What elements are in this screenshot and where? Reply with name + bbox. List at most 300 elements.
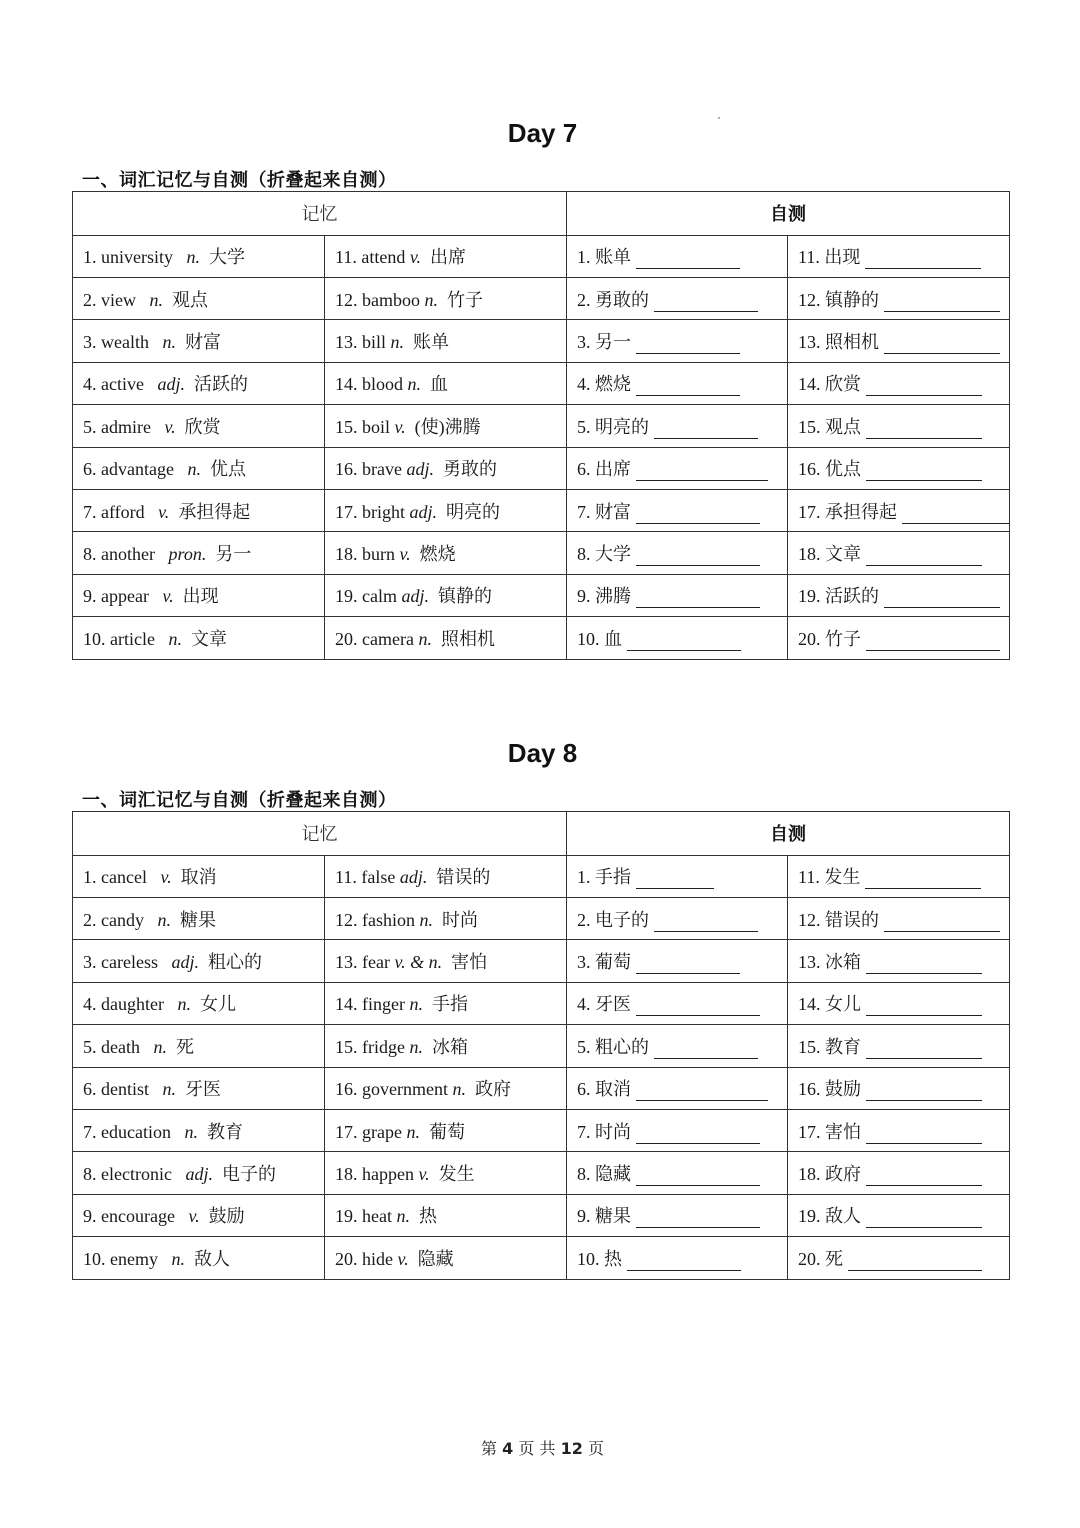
chinese-meaning: 葡萄 <box>595 952 631 973</box>
part-of-speech: v. <box>418 1164 430 1185</box>
chinese-meaning: 教育 <box>206 1121 243 1142</box>
chinese-meaning: 欣赏 <box>825 374 861 395</box>
english-word: candy <box>101 909 144 930</box>
item-number: 17. <box>798 501 821 522</box>
chinese-meaning: 优点 <box>209 459 246 480</box>
item-number: 8. <box>83 544 97 565</box>
chinese-meaning: 文章 <box>190 628 227 649</box>
chinese-meaning: 账单 <box>595 247 631 268</box>
table-row <box>73 897 1010 939</box>
memory-cell <box>73 1109 325 1151</box>
answer-blank[interactable] <box>636 333 740 354</box>
english-word: enemy <box>110 1248 158 1269</box>
part-of-speech: v. & n. <box>394 952 443 973</box>
table-row <box>73 1237 1010 1279</box>
table-row <box>73 362 1010 404</box>
chinese-meaning: 政府 <box>825 1164 861 1185</box>
chinese-meaning: 教育 <box>825 1036 861 1057</box>
answer-blank[interactable] <box>636 868 714 889</box>
english-word: hide <box>362 1248 393 1269</box>
footer-suffix: 页 <box>587 1439 604 1458</box>
chinese-meaning: 燃烧 <box>419 544 456 565</box>
item-number: 2. <box>83 289 97 310</box>
chinese-meaning: 另一 <box>215 544 252 565</box>
memory-cell <box>325 574 567 616</box>
part-of-speech: n. <box>396 1206 410 1227</box>
chinese-meaning: 承担得起 <box>825 501 897 522</box>
self-test-cell <box>567 447 788 489</box>
chinese-meaning: 大学 <box>595 544 631 565</box>
chinese-meaning: 冰箱 <box>825 952 861 973</box>
part-of-speech: n. <box>424 289 438 310</box>
memory-cell <box>325 489 567 531</box>
part-of-speech: adj. <box>401 586 429 607</box>
answer-blank[interactable] <box>636 375 740 396</box>
part-of-speech: adj. <box>406 459 434 480</box>
english-word: appear <box>101 586 149 607</box>
self-test-cell <box>567 855 788 897</box>
english-word: admire <box>101 416 151 437</box>
memory-cell <box>73 940 325 982</box>
english-word: bamboo <box>362 289 420 310</box>
item-number: 19. <box>335 1206 358 1227</box>
memory-cell <box>73 1237 325 1279</box>
memory-cell <box>73 447 325 489</box>
answer-blank[interactable] <box>654 1038 758 1059</box>
self-test-cell <box>788 320 1010 362</box>
item-number: 5. <box>577 1036 591 1057</box>
part-of-speech: adj. <box>399 867 428 888</box>
chinese-meaning: 发生 <box>824 867 861 888</box>
vocab-table-day-8 <box>72 811 1010 1280</box>
self-test-cell <box>788 447 1010 489</box>
part-of-speech: v. <box>188 1206 200 1227</box>
chinese-meaning: 血 <box>604 628 622 649</box>
table-row <box>73 1025 1010 1067</box>
item-number: 1. <box>83 247 97 268</box>
day-title: Day 7 <box>507 118 578 148</box>
memory-header: 记忆 <box>73 192 567 236</box>
table-row <box>73 1109 1010 1151</box>
item-number: 10. <box>83 628 106 649</box>
english-word: university <box>101 247 173 268</box>
memory-cell <box>325 897 567 939</box>
self-test-cell <box>788 532 1010 574</box>
self-test-cell <box>788 405 1010 447</box>
chinese-meaning: 出席 <box>595 459 631 480</box>
part-of-speech: n. <box>171 1248 185 1269</box>
answer-blank[interactable] <box>884 911 1000 932</box>
english-word: fashion <box>362 909 415 930</box>
table-row <box>73 1067 1010 1109</box>
part-of-speech: n. <box>162 332 176 353</box>
self-test-cell <box>788 489 1010 531</box>
english-word: daughter <box>101 994 164 1015</box>
self-test-cell <box>788 855 1010 897</box>
memory-cell <box>325 362 567 404</box>
chinese-meaning: 承担得起 <box>178 501 251 522</box>
part-of-speech: v. <box>162 586 174 607</box>
part-of-speech: n. <box>157 909 171 930</box>
english-word: encourage <box>101 1206 175 1227</box>
chinese-meaning: 时尚 <box>595 1121 631 1142</box>
memory-cell <box>325 532 567 574</box>
chinese-meaning: 大学 <box>209 247 245 268</box>
chinese-meaning: 敌人 <box>193 1248 230 1269</box>
self-test-cell <box>788 617 1010 659</box>
item-number: 12. <box>798 289 821 310</box>
item-number: 13. <box>798 332 821 353</box>
chinese-meaning: 明亮的 <box>446 501 501 522</box>
section-heading: 一、词汇记忆与自测（折叠起来自测） <box>82 790 397 811</box>
table-row <box>73 1152 1010 1194</box>
english-word: happen <box>362 1164 414 1185</box>
part-of-speech: v. <box>158 501 170 522</box>
chinese-meaning: 财富 <box>184 332 221 353</box>
answer-blank[interactable] <box>866 1165 982 1186</box>
footer-middle: 页 共 <box>518 1439 556 1458</box>
memory-cell <box>325 235 567 277</box>
item-number: 1. <box>577 247 591 268</box>
chinese-meaning: 鼓励 <box>825 1079 861 1100</box>
english-word: fear <box>362 952 390 973</box>
vocab-table-day-7 <box>72 191 1010 660</box>
chinese-meaning: 粗心的 <box>595 1036 649 1057</box>
self-test-cell <box>567 532 788 574</box>
self-test-cell <box>788 235 1010 277</box>
self-test-cell <box>567 320 788 362</box>
item-number: 1. <box>83 867 97 888</box>
self-test-cell <box>788 277 1010 319</box>
memory-cell <box>325 1067 567 1109</box>
chinese-meaning: 另一 <box>595 332 631 353</box>
memory-header: 记忆 <box>73 812 567 856</box>
part-of-speech: pron. <box>168 544 207 565</box>
chinese-meaning: 勇敢的 <box>443 459 497 480</box>
self-test-cell <box>567 897 788 939</box>
chinese-meaning: 热 <box>418 1206 437 1227</box>
answer-blank[interactable] <box>902 503 1010 524</box>
memory-cell <box>325 1237 567 1279</box>
item-number: 16. <box>335 1079 358 1100</box>
item-number: 13. <box>335 332 358 353</box>
chinese-meaning: 冰箱 <box>431 1036 468 1057</box>
answer-blank[interactable] <box>866 460 982 481</box>
answer-blank[interactable] <box>636 248 740 269</box>
answer-blank[interactable] <box>866 630 1000 651</box>
part-of-speech: adj. <box>171 952 199 973</box>
item-number: 7. <box>577 501 591 522</box>
answer-blank[interactable] <box>866 953 982 974</box>
part-of-speech: adj. <box>409 501 438 522</box>
part-of-speech: v. <box>164 416 176 437</box>
item-number: 16. <box>335 459 358 480</box>
self-test-cell <box>567 982 788 1024</box>
item-number: 14. <box>335 994 358 1015</box>
answer-blank[interactable] <box>884 587 1000 608</box>
table-row <box>73 532 1010 574</box>
chinese-meaning: 勇敢的 <box>595 289 649 310</box>
item-number: 14. <box>798 374 821 395</box>
answer-blank[interactable] <box>866 995 982 1016</box>
part-of-speech: n. <box>409 994 423 1015</box>
part-of-speech: n. <box>168 628 182 649</box>
table-row <box>73 447 1010 489</box>
chinese-meaning: 女儿 <box>825 994 861 1015</box>
item-number: 15. <box>798 416 821 437</box>
chinese-meaning: 文章 <box>825 544 861 565</box>
item-number: 8. <box>577 544 591 565</box>
answer-blank[interactable] <box>866 375 982 396</box>
item-number: 9. <box>577 1206 591 1227</box>
item-number: 1. <box>577 867 591 888</box>
footer-total-pages: 12 <box>560 1439 583 1458</box>
chinese-meaning: 欣赏 <box>184 416 221 437</box>
part-of-speech: v. <box>399 544 411 565</box>
answer-blank[interactable] <box>866 418 982 439</box>
chinese-meaning: 出席 <box>429 247 466 268</box>
table-row <box>73 1194 1010 1236</box>
chinese-meaning: 电子的 <box>595 909 649 930</box>
answer-blank[interactable] <box>866 545 982 566</box>
chinese-meaning: 观点 <box>825 416 861 437</box>
english-word: camera <box>362 628 414 649</box>
item-number: 12. <box>335 289 358 310</box>
item-number: 11. <box>798 867 820 888</box>
chinese-meaning: 鼓励 <box>208 1206 245 1227</box>
memory-cell <box>325 1152 567 1194</box>
chinese-meaning: 明亮的 <box>595 416 649 437</box>
chinese-meaning: 燃烧 <box>595 374 631 395</box>
memory-cell <box>325 1194 567 1236</box>
item-number: 20. <box>798 628 821 649</box>
page-footer <box>0 1436 1080 1459</box>
item-number: 9. <box>577 586 591 607</box>
chinese-meaning: 错误的 <box>436 867 491 888</box>
answer-blank[interactable] <box>865 248 981 269</box>
answer-blank[interactable] <box>866 1080 982 1101</box>
chinese-meaning: 沸腾 <box>595 586 631 607</box>
memory-cell <box>325 1109 567 1151</box>
self-test-cell <box>788 1067 1010 1109</box>
self-test-cell <box>567 1109 788 1151</box>
self-test-cell <box>567 1025 788 1067</box>
answer-blank[interactable] <box>636 1080 768 1101</box>
memory-cell <box>73 532 325 574</box>
item-number: 5. <box>83 1036 97 1057</box>
chinese-meaning: 手指 <box>595 867 631 888</box>
self-test-cell <box>567 277 788 319</box>
self-test-cell <box>788 897 1010 939</box>
self-test-cell <box>567 405 788 447</box>
memory-cell <box>73 277 325 319</box>
part-of-speech: n. <box>177 994 191 1015</box>
chinese-meaning: 隐藏 <box>595 1164 631 1185</box>
english-word: death <box>101 1036 140 1057</box>
memory-cell <box>325 277 567 319</box>
english-word: another <box>101 544 155 565</box>
self-test-cell <box>567 1152 788 1194</box>
english-word: dentist <box>101 1079 149 1100</box>
chinese-meaning: 时尚 <box>442 909 478 930</box>
self-test-cell <box>567 940 788 982</box>
item-number: 17. <box>335 501 358 522</box>
item-number: 20. <box>335 628 358 649</box>
chinese-meaning: 政府 <box>474 1079 511 1100</box>
memory-cell <box>73 1194 325 1236</box>
item-number: 10. <box>83 1248 106 1269</box>
part-of-speech: n. <box>149 289 163 310</box>
item-number: 4. <box>577 994 591 1015</box>
memory-cell <box>325 1025 567 1067</box>
chinese-meaning: 糖果 <box>595 1206 631 1227</box>
self-test-cell <box>567 362 788 404</box>
part-of-speech: adj. <box>185 1164 213 1185</box>
item-number: 2. <box>83 909 97 930</box>
item-number: 3. <box>83 332 97 353</box>
part-of-speech: v. <box>409 247 421 268</box>
table-row <box>73 320 1010 362</box>
item-number: 7. <box>577 1121 591 1142</box>
chinese-meaning: 竹子 <box>447 289 483 310</box>
answer-blank[interactable] <box>865 868 981 889</box>
chinese-meaning: 照相机 <box>440 628 495 649</box>
self-test-cell <box>567 1237 788 1279</box>
part-of-speech: n. <box>409 1036 423 1057</box>
chinese-meaning: 隐藏 <box>417 1248 454 1269</box>
item-number: 11. <box>798 247 820 268</box>
self-test-cell <box>788 982 1010 1024</box>
english-word: grape <box>362 1121 402 1142</box>
english-word: brave <box>362 459 402 480</box>
self-test-cell <box>788 1109 1010 1151</box>
item-number: 13. <box>798 952 821 973</box>
answer-blank[interactable] <box>636 503 760 524</box>
answer-blank[interactable] <box>654 291 758 312</box>
answer-blank[interactable] <box>654 418 758 439</box>
english-word: active <box>101 374 144 395</box>
day-title: Day 8 <box>507 738 578 768</box>
item-number: 5. <box>83 416 97 437</box>
answer-blank[interactable] <box>866 1123 982 1144</box>
section-heading: 一、词汇记忆与自测（折叠起来自测） <box>82 170 397 191</box>
english-word: cancel <box>101 867 147 888</box>
item-number: 14. <box>798 994 821 1015</box>
memory-cell <box>73 982 325 1024</box>
english-word: electronic <box>101 1164 172 1185</box>
memory-cell <box>73 489 325 531</box>
item-number: 2. <box>577 909 591 930</box>
english-word: careless <box>101 952 158 973</box>
answer-blank[interactable] <box>848 1250 982 1271</box>
answer-blank[interactable] <box>636 1123 760 1144</box>
chinese-meaning: 害怕 <box>825 1121 861 1142</box>
answer-blank[interactable] <box>866 1038 982 1059</box>
answer-blank[interactable] <box>884 333 1000 354</box>
chinese-meaning: 错误的 <box>825 909 879 930</box>
table-row <box>73 405 1010 447</box>
english-word: calm <box>362 586 397 607</box>
english-word: bright <box>362 501 405 522</box>
chinese-meaning: 糖果 <box>179 909 216 930</box>
item-number: 20. <box>335 1248 358 1269</box>
item-number: 12. <box>798 909 821 930</box>
chinese-meaning: 女儿 <box>199 994 236 1015</box>
chinese-meaning: 手指 <box>431 994 468 1015</box>
item-number: 15. <box>335 1036 358 1057</box>
answer-blank[interactable] <box>636 587 760 608</box>
answer-blank[interactable] <box>636 1207 760 1228</box>
chinese-meaning: 出现 <box>182 586 219 607</box>
part-of-speech: n. <box>186 247 200 268</box>
memory-cell <box>73 897 325 939</box>
item-number: 19. <box>798 1206 821 1227</box>
self-test-cell <box>788 1025 1010 1067</box>
memory-cell <box>325 617 567 659</box>
english-word: advantage <box>101 459 174 480</box>
chinese-meaning: 优点 <box>825 459 861 480</box>
answer-blank[interactable] <box>866 1207 982 1228</box>
self-test-cell <box>788 574 1010 616</box>
item-number: 12. <box>335 909 358 930</box>
answer-blank[interactable] <box>636 953 740 974</box>
footer-prefix: 第 <box>481 1439 498 1458</box>
english-word: afford <box>101 501 145 522</box>
part-of-speech: n. <box>418 628 432 649</box>
chinese-meaning: 活跃的 <box>825 586 879 607</box>
answer-blank[interactable] <box>654 911 758 932</box>
english-word: boil <box>362 416 391 437</box>
item-number: 16. <box>798 1079 821 1100</box>
chinese-meaning: 敌人 <box>825 1206 861 1227</box>
english-word: blood <box>362 374 404 395</box>
self-test-cell <box>567 489 788 531</box>
answer-blank[interactable] <box>884 291 1000 312</box>
answer-blank[interactable] <box>627 630 741 651</box>
part-of-speech: adj. <box>157 374 185 395</box>
item-number: 9. <box>83 1206 97 1227</box>
item-number: 10. <box>577 1248 600 1269</box>
chinese-meaning: 害怕 <box>451 952 488 973</box>
memory-cell <box>73 1067 325 1109</box>
answer-blank[interactable] <box>636 995 760 1016</box>
part-of-speech: n. <box>407 374 422 395</box>
self-test-cell <box>567 617 788 659</box>
chinese-meaning: 镇静的 <box>438 586 492 607</box>
answer-blank[interactable] <box>636 545 760 566</box>
chinese-meaning: 死 <box>825 1248 843 1269</box>
self-test-cell <box>788 362 1010 404</box>
english-word: government <box>362 1079 448 1100</box>
answer-blank[interactable] <box>636 1165 760 1186</box>
answer-blank[interactable] <box>627 1250 741 1271</box>
answer-blank[interactable] <box>636 460 768 481</box>
memory-cell <box>325 855 567 897</box>
item-number: 20. <box>798 1248 821 1269</box>
table-header-row <box>73 812 1010 856</box>
memory-cell <box>73 1025 325 1067</box>
self-test-cell <box>567 1194 788 1236</box>
chinese-meaning: 账单 <box>413 332 450 353</box>
chinese-meaning: 血 <box>430 374 449 395</box>
item-number: 6. <box>577 1079 591 1100</box>
english-word: bill <box>362 332 387 353</box>
item-number: 14. <box>335 374 358 395</box>
item-number: 4. <box>577 374 591 395</box>
self-test-header: 自测 <box>567 812 1010 856</box>
memory-cell <box>73 617 325 659</box>
memory-cell <box>325 405 567 447</box>
